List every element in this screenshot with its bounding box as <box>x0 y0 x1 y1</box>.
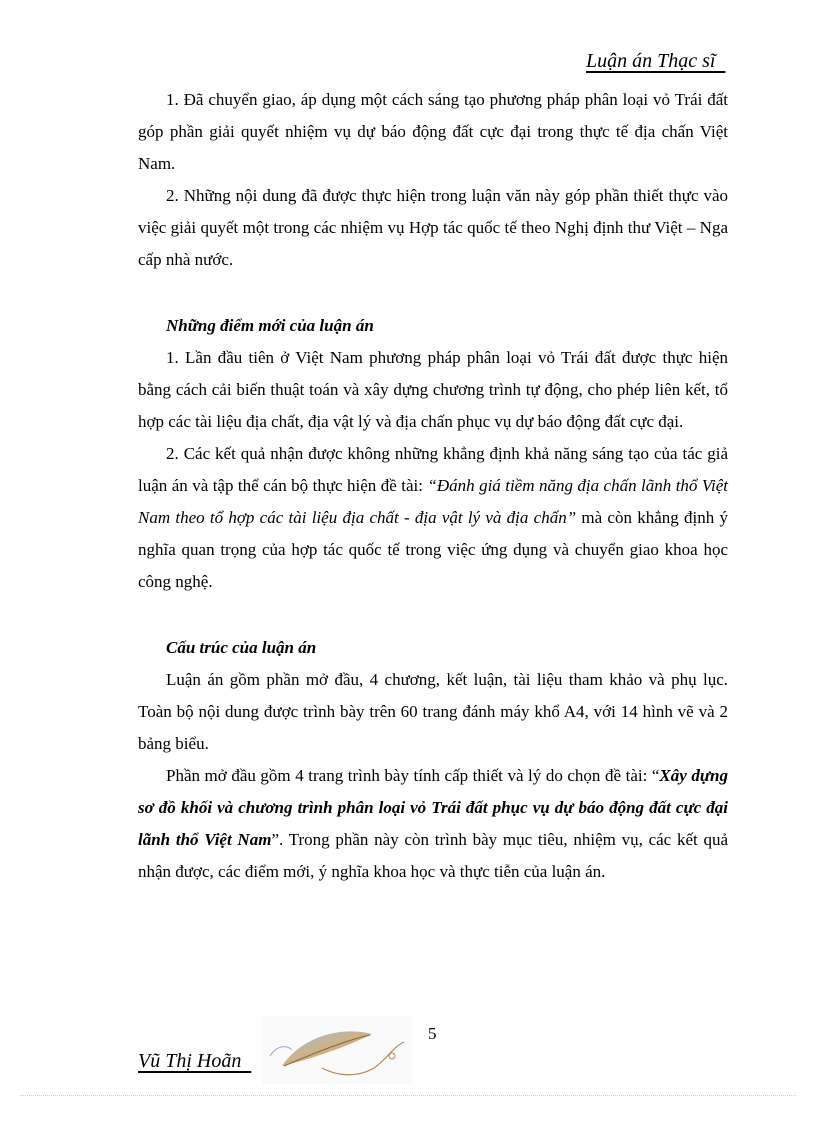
project-title-quote: “Đánh giá tiềm năng địa chấn lãnh thổ Việt Nam theo tổ hợp các tài liệu địa chất - địa vật lý và địa chấn” <box>138 476 728 527</box>
paragraph-introduction-start: Phần mở đầu gồm 4 trang trình bày tính cấp thiết và lý do chọn đề tài: “ <box>166 766 660 785</box>
footer-author: Vũ Thị Hoãn <box>138 1050 252 1072</box>
section-heading-new-points: Những điểm mới của luận án <box>166 316 374 335</box>
main-content <box>138 84 728 888</box>
footer-divider <box>20 1095 796 1096</box>
paragraph-results <box>138 438 728 598</box>
paragraph-transfer: 1. Đã chuyển giao, áp dụng một cách sáng tạo phương pháp phân loại vỏ Trái đất góp phần giải quyết nhiệm vụ dự báo động đất cực đại trong thực tế địa chấn Việt Nam. <box>138 90 728 173</box>
paragraph-cooperation: 2. Những nội dung đã được thực hiện trong luận văn này góp phần thiết thực vào việc giải quyết một trong các nhiệm vụ Hợp tác quốc tế theo Nghị định thư Việt – Nga cấp nhà nước. <box>138 186 728 269</box>
paragraph-results-end: mà còn khẳng định ý nghĩa quan trọng của hợp tác quốc tế trong việc ứng dụng và chuyển giao khoa học công nghệ. <box>138 508 728 591</box>
paragraph-results-start: 2. Các kết quả nhận được không những khẳng định khả năng sáng tạo của tác giả luận án và tập thể cán bộ thực hiện đề tài: <box>138 444 728 495</box>
thesis-title: Xây dựng sơ đồ khối và chương trình phân loại vỏ Trái đất phục vụ dự báo động đất cực đại lãnh thổ Việt Nam <box>138 766 729 849</box>
feather-flourish-icon <box>262 1016 412 1084</box>
paragraph-introduction-end: ”. Trong phần này còn trình bày mục tiêu, nhiệm vụ, các kết quả nhận được, các điểm mới, ý nghĩa khoa học và thực tiễn của luận án. <box>138 830 729 881</box>
header-title: Luận án Thạc sĩ <box>586 50 726 72</box>
paragraph-first-time: 1. Lần đầu tiên ở Việt Nam phương pháp phân loại vỏ Trái đất được thực hiện bằng cách cải biến thuật toán và xây dựng chương trình tự động, cho phép liên kết, tổ hợp các tài liệu địa chất, địa vật lý và địa chấn phục vụ dự báo động đất cực đại. <box>138 348 728 431</box>
page-number: 5 <box>428 1024 437 1043</box>
paragraph-introduction <box>138 760 728 888</box>
section-heading-structure: Cấu trúc của luận án <box>166 638 317 657</box>
paragraph-structure: Luận án gồm phần mở đầu, 4 chương, kết luận, tài liệu tham khảo và phụ lục. Toàn bộ nội dung được trình bày trên 60 trang đánh máy khổ A4, với 14 hình vẽ và 2 bảng biểu. <box>138 670 728 753</box>
